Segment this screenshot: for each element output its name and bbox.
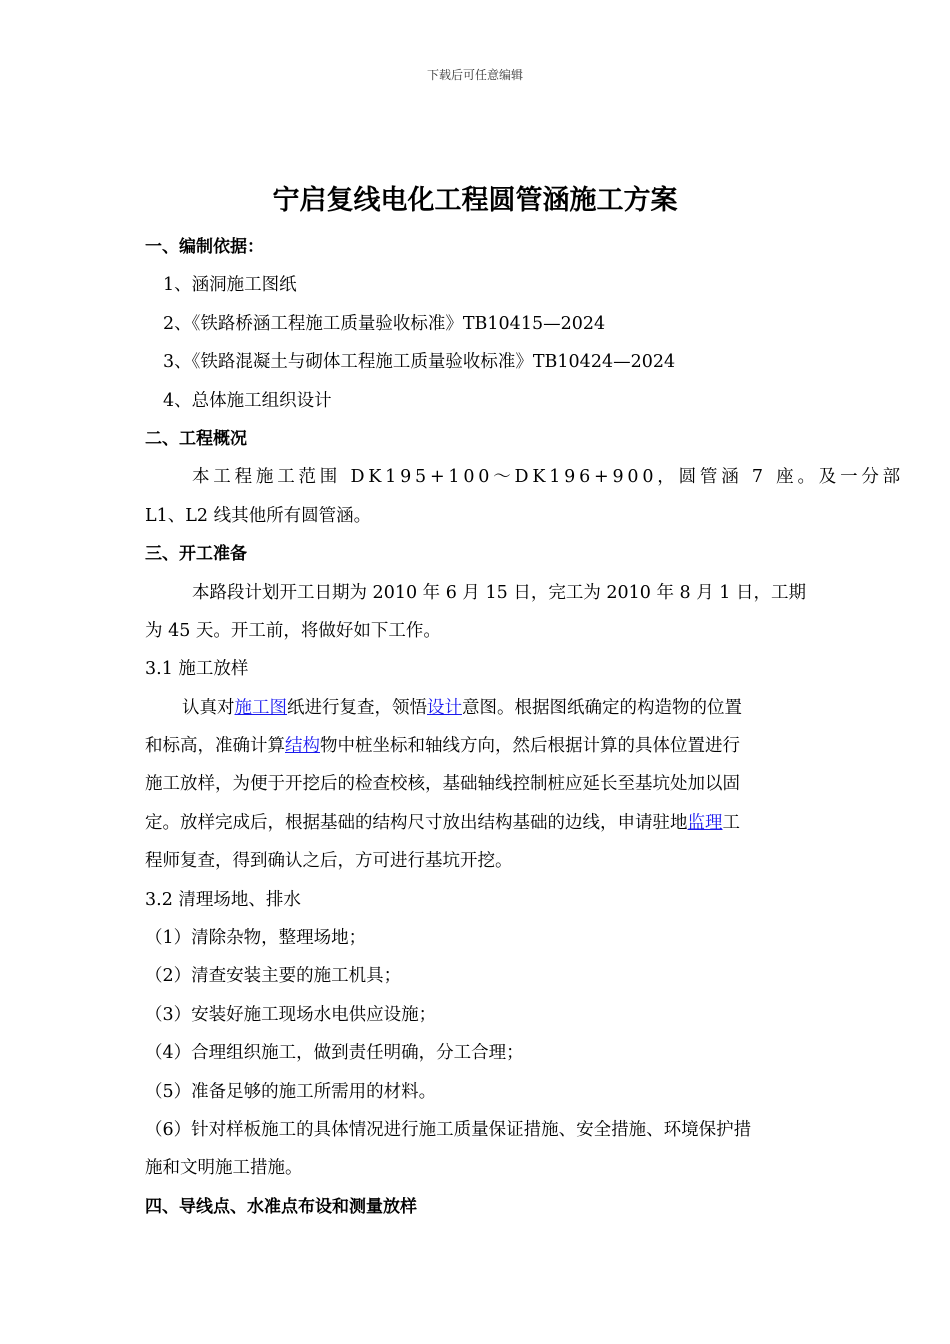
section-2-heading: 二、工程概况 [145, 428, 247, 449]
prep-item-3: （3）安装好施工现场水电供应设施； [145, 1004, 437, 1025]
basis-item-2: 2、《铁路桥涵工程施工质量验收标准》TB10415—2024 [163, 313, 606, 334]
link-design[interactable]: 设计 [427, 697, 462, 718]
document-title: 宁启复线电化工程圆管涵施工方案 [272, 185, 678, 216]
basis-item-1: 1、涵洞施工图纸 [163, 275, 297, 296]
prep-item-6-line-2: 施和文明施工措施。 [145, 1158, 303, 1179]
overview-line-1: 本工程施工范围 DK195+100～DK196+900，圆管涵 7 座。及一分部 [192, 467, 904, 488]
layout-paragraph-line-4 [145, 804, 805, 842]
prep-item-6-line-1: （6）针对样板施工的具体情况进行施工质量保证措施、安全措施、环境保护措 [145, 1119, 752, 1140]
text-run: 工 [722, 812, 740, 833]
section-3-heading: 三、开工准备 [145, 544, 247, 565]
subsection-3-2-heading: 3.2 清理场地、排水 [145, 889, 301, 910]
text-run: 意图。根据图纸确定的构造物的位置 [462, 697, 742, 718]
text-run: 纸进行复查，领悟 [287, 697, 427, 718]
section-1-heading: 一、编制依据： [145, 237, 264, 257]
layout-paragraph-line-3: 施工放样，为便于开挖后的检查校核，基础轴线控制桩应延长至基坑处加以固 [145, 774, 740, 795]
layout-paragraph-line-2 [145, 727, 805, 765]
link-construction-drawing[interactable]: 施工图 [234, 697, 287, 718]
text-run: 定。放样完成后，根据基础的结构尺寸放出结构基础的边线，申请驻地 [145, 812, 688, 833]
schedule-line-1: 本路段计划开工日期为 2010 年 6 月 15 日，完工为 2010 年 8 月 1 日，工期 [192, 582, 806, 603]
document-body [145, 228, 904, 1226]
subsection-3-1-heading: 3.1 施工放样 [145, 659, 249, 680]
text-run: 认真对 [182, 697, 235, 718]
text-run: 物中桩坐标和轴线方向，然后根据计算的具体位置进行 [320, 736, 740, 757]
prep-item-4: （4）合理组织施工，做到责任明确，分工合理； [145, 1043, 524, 1064]
link-structure[interactable]: 结构 [285, 736, 320, 757]
header-note: 下载后可任意编辑 [426, 68, 523, 82]
basis-item-4: 4、总体施工组织设计 [163, 390, 332, 411]
layout-paragraph-line-1 [145, 689, 805, 727]
prep-item-2: （2）清查安装主要的施工机具； [145, 966, 402, 987]
prep-item-5: （5）准备足够的施工所需用的材料。 [145, 1081, 437, 1102]
overview-line-2: L1、L2 线其他所有圆管涵。 [145, 505, 372, 526]
link-supervision[interactable]: 监理 [687, 812, 723, 833]
text-run: 和标高，准确计算 [145, 736, 285, 757]
schedule-line-2: 为 45 天。开工前，将做好如下工作。 [145, 620, 441, 641]
layout-paragraph-line-5: 程师复查，得到确认之后，方可进行基坑开挖。 [145, 851, 513, 872]
section-4-heading: 四、导线点、水准点布设和测量放样 [145, 1196, 417, 1217]
basis-item-3: 3、《铁路混凝土与砌体工程施工质量验收标准》TB10424—2024 [163, 352, 676, 373]
prep-item-1: （1）清除杂物，整理场地； [145, 928, 367, 949]
